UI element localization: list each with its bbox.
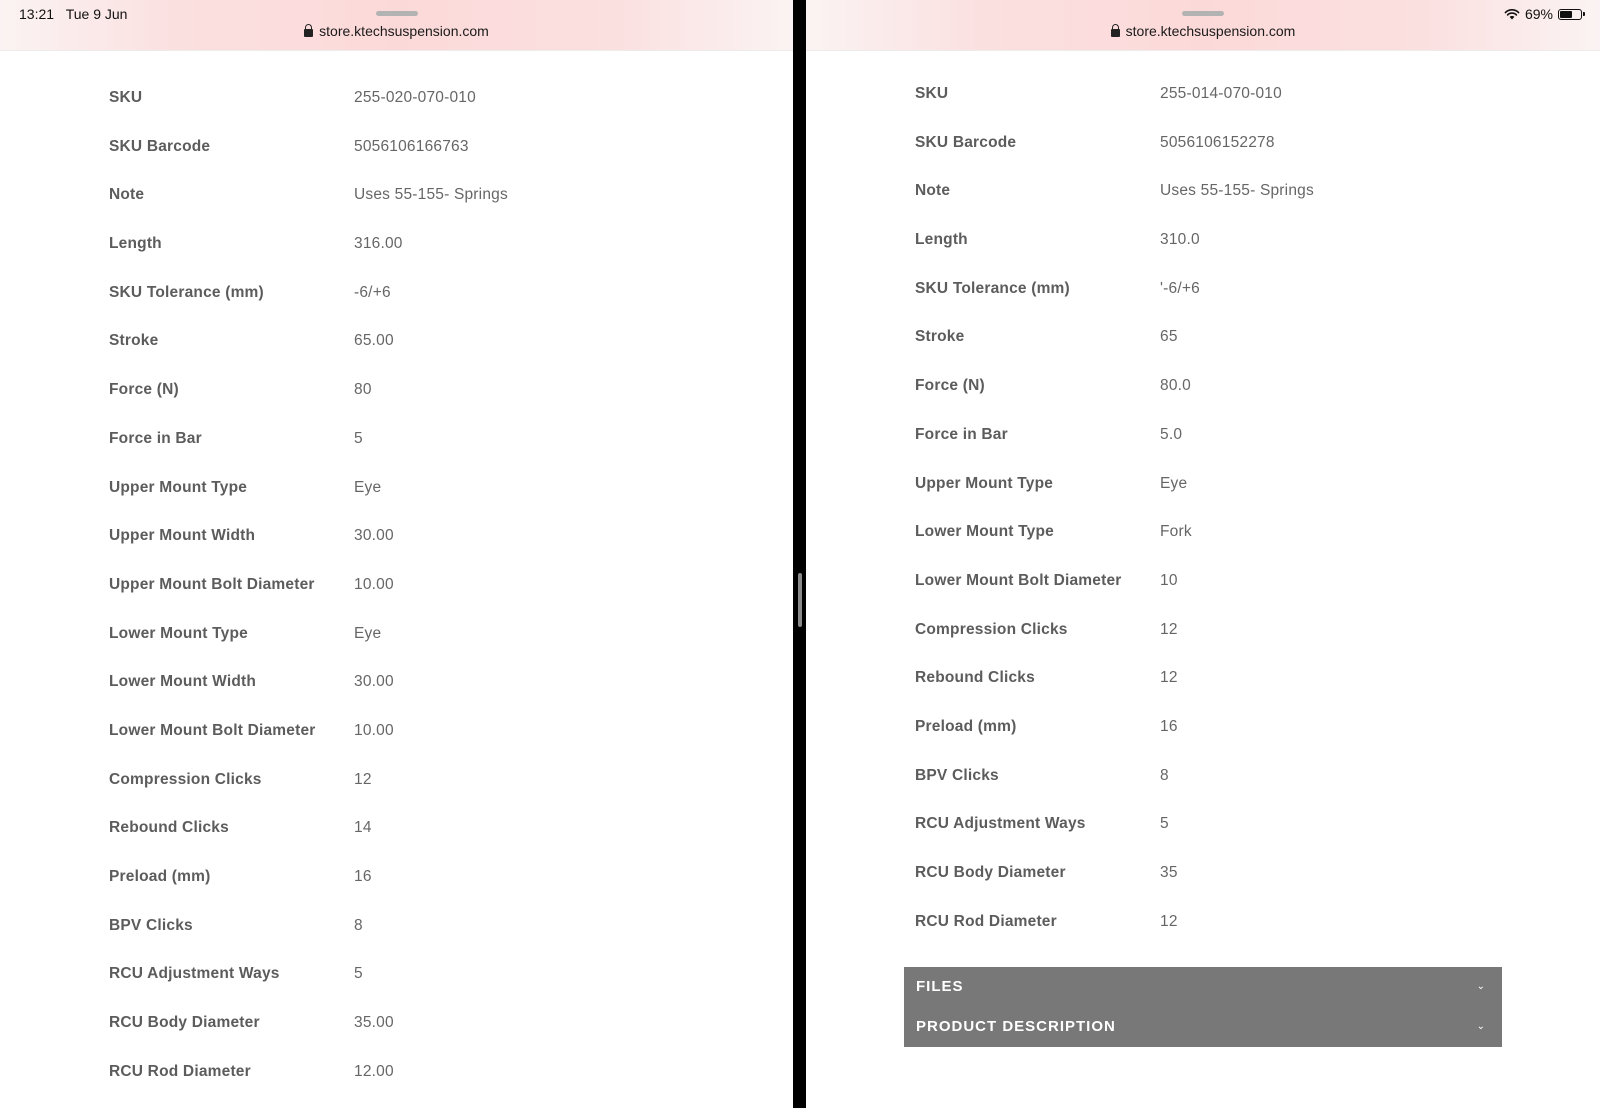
spec-label: Note <box>109 186 145 204</box>
spec-value: 14 <box>354 819 372 837</box>
spec-label: Preload (mm) <box>109 868 211 885</box>
spec-row <box>806 508 1600 557</box>
spec-label: Length <box>915 231 968 249</box>
spec-label: Rebound Clicks <box>109 819 229 837</box>
spec-value: 35.00 <box>354 1014 394 1032</box>
spec-label: Length <box>109 235 162 253</box>
spec-label: Lower Mount Bolt Diameter <box>109 721 316 739</box>
spec-row <box>0 804 793 853</box>
spec-label: Lower Mount Bolt Diameter <box>915 571 1122 589</box>
accordion-label: PRODUCT DESCRIPTION <box>916 1017 1116 1035</box>
spec-label: Preload (mm) <box>915 717 1017 735</box>
spec-value: Fork <box>1160 523 1192 541</box>
spec-value: 12 <box>1160 669 1178 687</box>
spec-label: Compression Clicks <box>915 620 1068 638</box>
spec-value: Uses 55-155- Springs <box>354 186 508 204</box>
spec-value: 30.00 <box>354 527 394 545</box>
spec-label: Upper Mount Type <box>109 478 248 496</box>
spec-row <box>0 999 793 1048</box>
spec-row <box>806 167 1600 216</box>
chevron-down-icon: ⌄ <box>1476 1020 1486 1032</box>
spec-label: RCU Body Diameter <box>109 1014 260 1032</box>
spec-row <box>806 70 1600 119</box>
left-address-bar[interactable] <box>0 0 793 51</box>
spec-label: Upper Mount Bolt Diameter <box>109 575 315 593</box>
spec-value: 35 <box>1160 864 1178 881</box>
spec-value: 255-014-070-010 <box>1160 85 1282 102</box>
spec-label: SKU Barcode <box>109 137 211 155</box>
spec-row <box>806 752 1600 801</box>
spec-label: Upper Mount Width <box>109 527 256 545</box>
spec-value: 310.0 <box>1160 231 1200 249</box>
spec-value: Eye <box>354 624 382 642</box>
battery-fill <box>1560 11 1572 18</box>
spec-row <box>0 123 793 172</box>
spec-row <box>0 1048 793 1097</box>
right-browser-pane <box>806 0 1600 1108</box>
right-spec-table <box>806 70 1600 946</box>
right-multitasking-handle[interactable] <box>1182 11 1224 16</box>
spec-row <box>0 512 793 561</box>
spec-value: 12 <box>354 770 372 788</box>
spec-row <box>806 654 1600 703</box>
spec-row <box>806 800 1600 849</box>
spec-row <box>0 220 793 269</box>
spec-label: RCU Adjustment Ways <box>109 965 280 983</box>
spec-value: 65.00 <box>354 332 394 350</box>
spec-label: Stroke <box>915 328 965 346</box>
split-view-divider-handle[interactable] <box>798 573 802 627</box>
spec-value: -6/+6 <box>354 283 391 301</box>
spec-row <box>0 902 793 951</box>
spec-value: 8 <box>354 916 363 934</box>
spec-value: 16 <box>1160 717 1178 735</box>
status-indicators <box>1504 6 1582 22</box>
spec-row <box>0 171 793 220</box>
spec-row <box>0 464 793 513</box>
spec-label: Lower Mount Type <box>109 624 248 642</box>
spec-label: SKU Tolerance (mm) <box>915 279 1070 297</box>
spec-label: Stroke <box>109 332 159 350</box>
spec-label: Force in Bar <box>109 429 202 447</box>
spec-label: SKU Tolerance (mm) <box>109 283 264 301</box>
battery-icon <box>1558 9 1582 20</box>
spec-value: 5 <box>354 965 363 983</box>
spec-row <box>0 950 793 999</box>
left-url-text: store.ktechsuspension.com <box>319 23 489 39</box>
spec-row <box>806 411 1600 460</box>
spec-row <box>806 216 1600 265</box>
spec-label: BPV Clicks <box>109 916 193 934</box>
spec-value: 80.0 <box>1160 377 1191 395</box>
spec-row <box>0 317 793 366</box>
left-browser-pane <box>0 0 793 1108</box>
spec-row <box>806 557 1600 606</box>
spec-value: 80 <box>354 381 372 399</box>
spec-label: Compression Clicks <box>109 770 262 788</box>
lock-icon <box>1111 29 1120 37</box>
battery-percent: 69% <box>1524 6 1553 22</box>
left-spec-table <box>0 74 793 1096</box>
spec-row <box>0 415 793 464</box>
spec-label: RCU Adjustment Ways <box>915 815 1086 833</box>
spec-value: 8 <box>1160 766 1169 784</box>
spec-label: Force (N) <box>915 377 985 395</box>
spec-value: '-6/+6 <box>1160 279 1200 297</box>
spec-row <box>806 265 1600 314</box>
chevron-down-icon: ⌄ <box>1476 980 1486 992</box>
spec-value: 16 <box>354 868 372 885</box>
spec-value: 65 <box>1160 328 1178 346</box>
split-view-divider <box>793 0 806 1108</box>
spec-row <box>0 853 793 902</box>
spec-value: 30.00 <box>354 673 394 691</box>
spec-row <box>806 606 1600 655</box>
spec-row <box>0 269 793 318</box>
spec-value: 10.00 <box>354 575 394 593</box>
spec-row <box>806 119 1600 168</box>
spec-row <box>0 366 793 415</box>
spec-value: 5.0 <box>1160 425 1183 443</box>
spec-value: Eye <box>1160 474 1188 492</box>
spec-label: RCU Rod Diameter <box>915 912 1057 930</box>
spec-value: 255-020-070-010 <box>354 89 476 106</box>
spec-row <box>806 849 1600 898</box>
status-date: Tue 9 Jun <box>65 6 128 22</box>
spec-row <box>0 707 793 756</box>
spec-row <box>806 460 1600 509</box>
spec-label: SKU <box>915 85 949 102</box>
spec-row <box>806 898 1600 947</box>
spec-label: Note <box>915 182 951 200</box>
spec-label: Lower Mount Type <box>915 523 1054 541</box>
accordion-label: FILES <box>916 977 964 995</box>
spec-row <box>806 362 1600 411</box>
spec-label: Upper Mount Type <box>915 474 1054 492</box>
spec-value: 12.00 <box>354 1062 394 1080</box>
spec-label: RCU Rod Diameter <box>109 1062 251 1080</box>
spec-label: Force (N) <box>109 381 179 399</box>
left-url-field[interactable] <box>0 23 793 39</box>
spec-label: SKU Barcode <box>915 133 1017 151</box>
spec-row <box>0 756 793 805</box>
spec-value: 5 <box>1160 815 1169 833</box>
spec-value: Eye <box>354 478 382 496</box>
spec-value: 5 <box>354 429 363 447</box>
spec-value: Uses 55-155- Springs <box>1160 182 1314 200</box>
spec-label: Lower Mount Width <box>109 673 257 691</box>
spec-label: Rebound Clicks <box>915 669 1035 687</box>
spec-row <box>0 561 793 610</box>
spec-label: RCU Body Diameter <box>915 864 1066 881</box>
spec-row <box>806 703 1600 752</box>
spec-value: 12 <box>1160 620 1178 638</box>
spec-value: 10.00 <box>354 721 394 739</box>
product-description-accordion-toggle[interactable] <box>904 1007 1502 1047</box>
wifi-icon <box>1504 8 1520 20</box>
right-address-bar[interactable] <box>806 0 1600 51</box>
left-multitasking-handle[interactable] <box>376 11 418 16</box>
status-clock: 13:21 <box>19 6 55 22</box>
spec-row <box>0 74 793 123</box>
spec-value: 12 <box>1160 912 1178 930</box>
spec-value: 5056106166763 <box>354 137 469 155</box>
spec-label: Force in Bar <box>915 425 1008 443</box>
spec-row <box>0 658 793 707</box>
spec-value: 5056106152278 <box>1160 133 1275 151</box>
files-accordion-toggle[interactable] <box>904 967 1502 1007</box>
spec-label: SKU <box>109 89 143 106</box>
spec-row <box>806 313 1600 362</box>
product-accordion <box>904 967 1502 1047</box>
right-url-field[interactable] <box>806 23 1600 39</box>
lock-icon <box>304 29 313 37</box>
right-url-text: store.ktechsuspension.com <box>1125 23 1296 39</box>
spec-value: 10 <box>1160 571 1178 589</box>
spec-row <box>0 610 793 659</box>
spec-value: 316.00 <box>354 235 403 253</box>
status-time <box>19 6 127 22</box>
spec-label: BPV Clicks <box>915 766 999 784</box>
